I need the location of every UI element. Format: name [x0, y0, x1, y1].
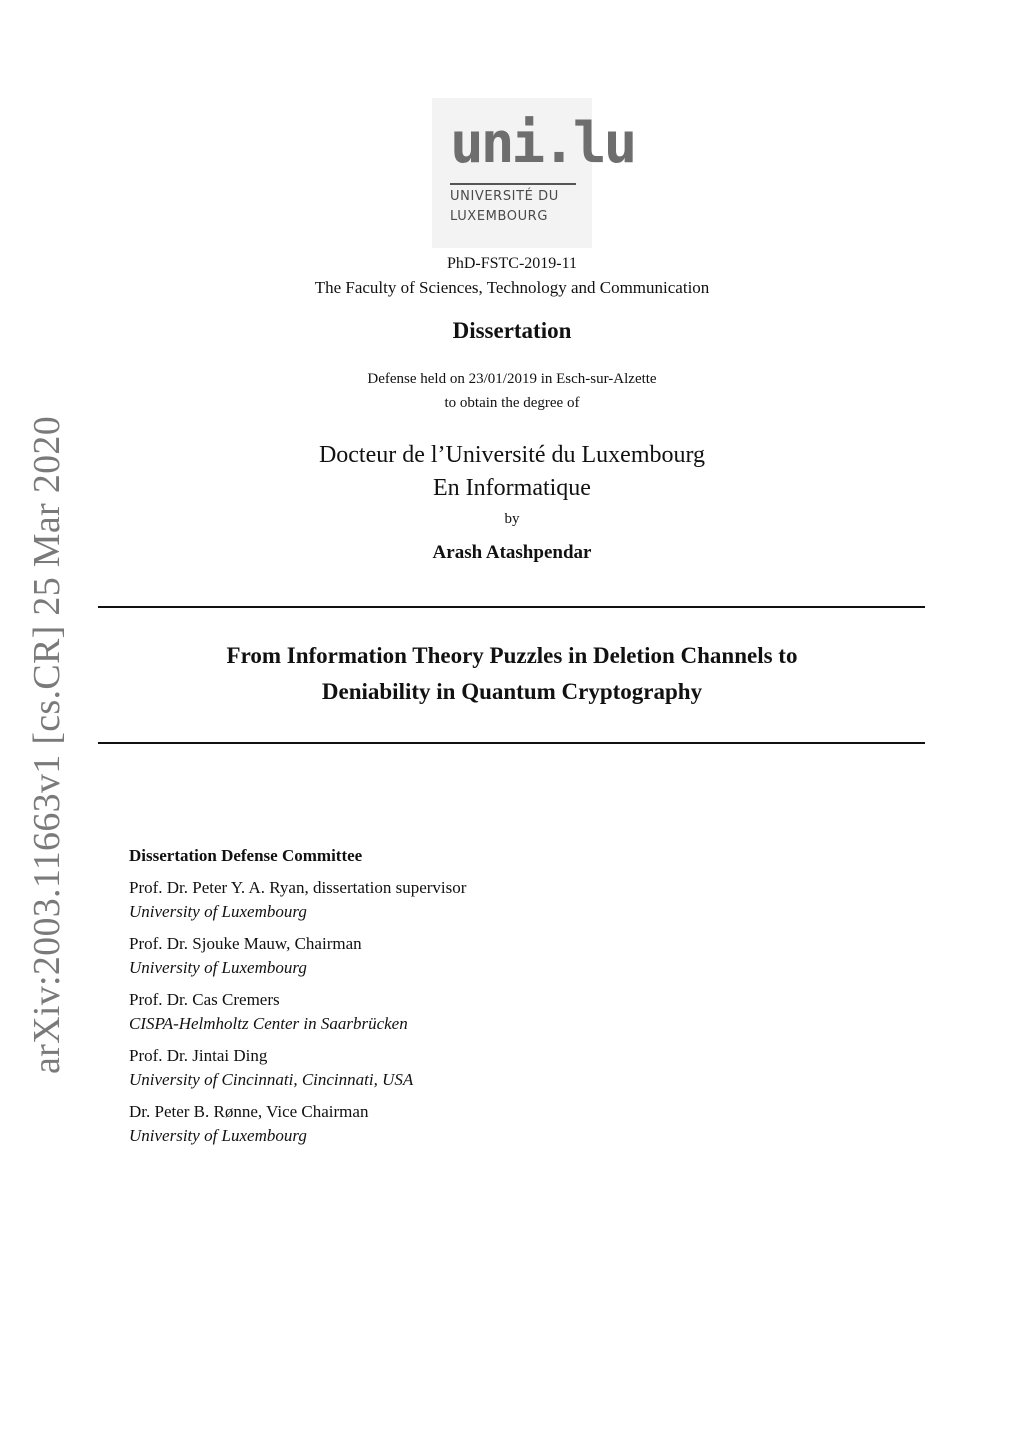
committee-member-name: Prof. Dr. Sjouke Mauw, Chairman [129, 934, 362, 953]
title-bottom-rule [98, 742, 925, 744]
committee-member-affiliation: CISPA-Helmholtz Center in Saarbrücken [129, 1014, 408, 1033]
thesis-title-line-1: From Information Theory Puzzles in Deletion Channels to [226, 643, 798, 668]
committee-member-name: Dr. Peter B. Rønne, Vice Chairman [129, 1102, 369, 1121]
logo-line-2: LUXEMBOURG [450, 209, 548, 224]
faculty-name: The Faculty of Sciences, Technology and Communication [314, 278, 710, 297]
committee-member-name: Prof. Dr. Jintai Ding [129, 1046, 268, 1065]
logo-divider [450, 183, 576, 185]
title-top-rule [98, 606, 925, 608]
committee-member-name: Prof. Dr. Cas Cremers [129, 990, 280, 1009]
committee-member-affiliation: University of Luxembourg [129, 958, 307, 977]
thesis-title-line-2: Deniability in Quantum Cryptography [321, 679, 703, 704]
committee-member-affiliation: University of Luxembourg [129, 1126, 307, 1145]
degree-intro: to obtain the degree of [444, 395, 580, 411]
arxiv-stamp: arXiv:2003.11663v1 [cs.CR] 25 Mar 2020 [26, 415, 68, 1075]
by-label: by [504, 511, 520, 527]
committee-heading: Dissertation Defense Committee [129, 846, 363, 865]
committee-member-affiliation: University of Luxembourg [129, 902, 307, 921]
report-id: PhD-FSTC-2019-11 [446, 255, 578, 272]
defense-line: Defense held on 23/01/2019 in Esch-sur-Alzette [367, 371, 657, 387]
university-logo [432, 98, 635, 248]
committee-member-affiliation: University of Cincinnati, Cincinnati, USA [129, 1070, 414, 1089]
logo-line-1: UNIVERSITÉ DU [450, 189, 559, 204]
degree-field: En Informatique [433, 475, 591, 501]
author-name: Arash Atashpendar [432, 542, 592, 563]
logo-mark: uni.lu [450, 111, 635, 176]
document-type: Dissertation [452, 318, 572, 343]
degree-title: Docteur de l’Université du Luxembourg [318, 442, 706, 468]
committee-member-name: Prof. Dr. Peter Y. A. Ryan, dissertation supervisor [129, 878, 467, 897]
